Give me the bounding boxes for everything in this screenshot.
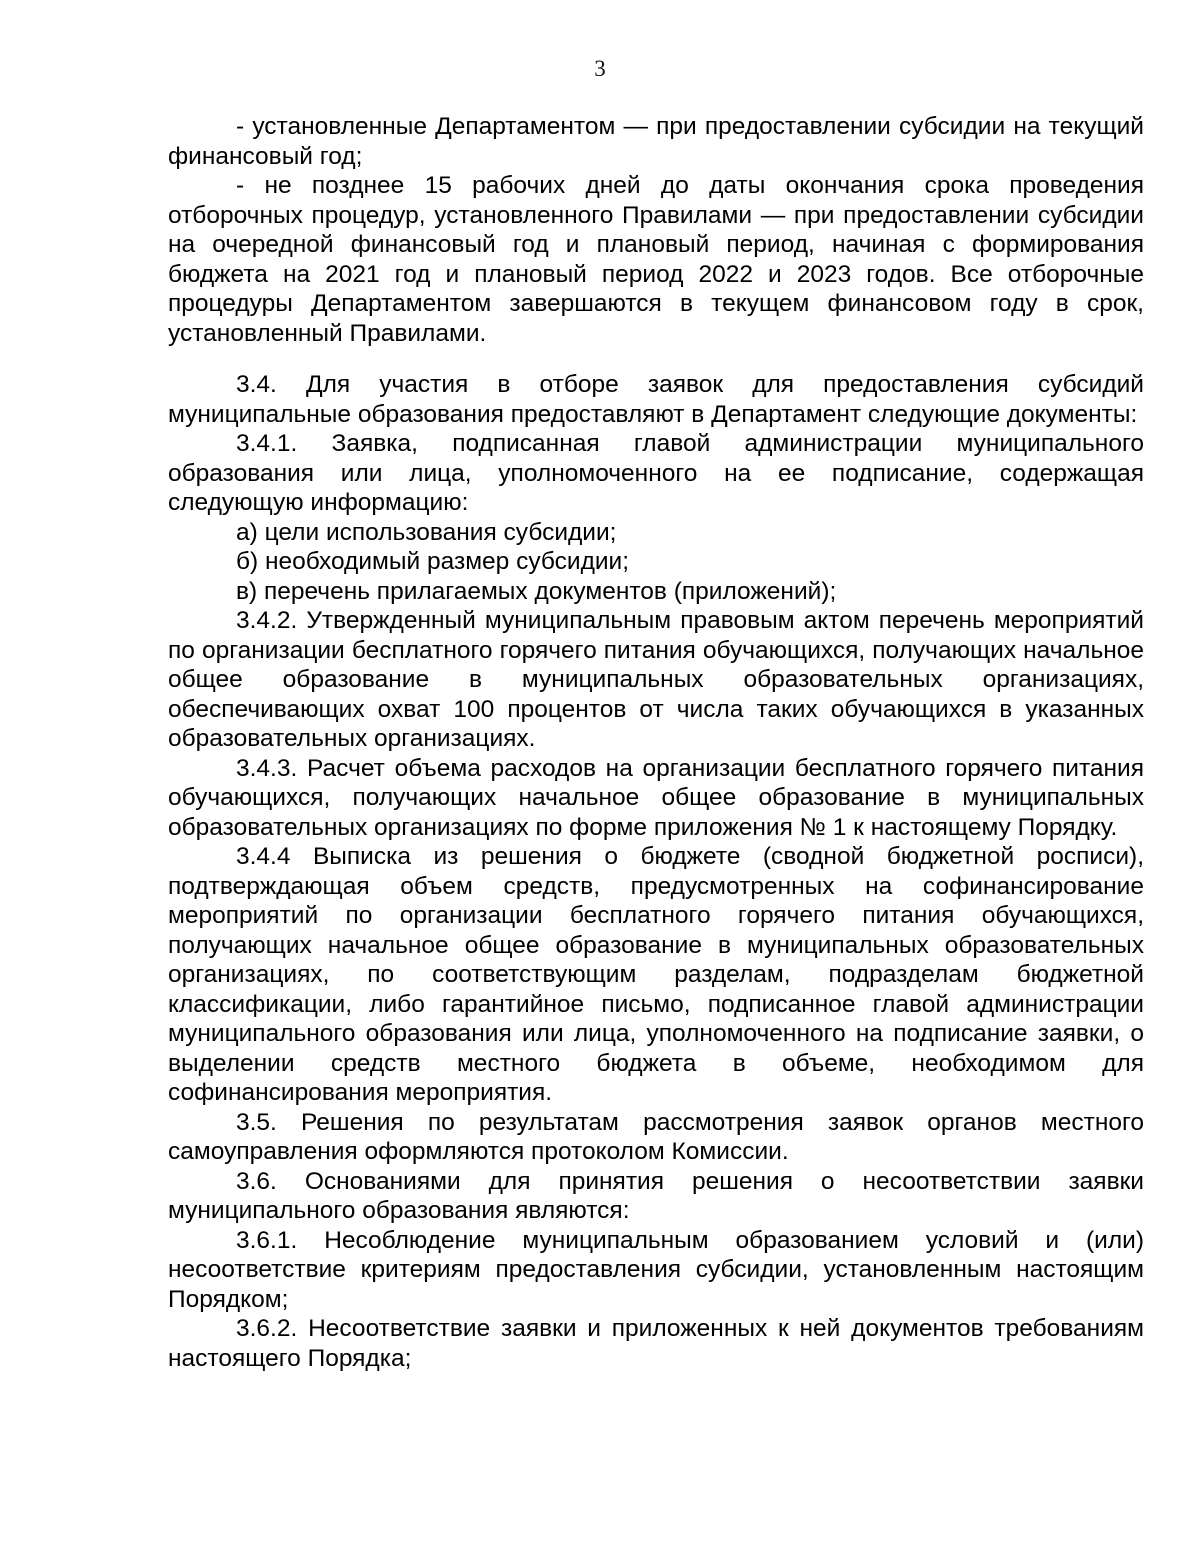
list-item-b: б) необходимый размер субсидии;: [236, 548, 630, 575]
page-number: 3: [594, 56, 606, 81]
paragraph-3-6: 3.6. Основаниями для принятия решения о несоответствии заявки муниципального образования являются:: [168, 1167, 1144, 1224]
paragraph-3-6-1: 3.6.1. Несоблюдение муниципальным образованием условий и (или) несоответствие критериям предоставления субсидии, установленным настоящим Порядком;: [168, 1226, 1144, 1313]
paragraph-dept-deadline: - установленные Департаментом — при предоставлении субсидии на текущий финансовый год;: [168, 113, 1144, 170]
paragraph-3-6-2: 3.6.2. Несоответствие заявки и приложенных к ней документов требованиям настоящего Порядка;: [168, 1315, 1144, 1372]
list-item-a: а) цели использования субсидии;: [236, 518, 617, 546]
paragraph-3-4-3: 3.4.3. Расчет объема расходов на организации бесплатного горячего питания обучающихся, получающих начальное общее образование в муниципальных образовательных организациях по форме приложения № 1 к настоящему Порядку.: [168, 754, 1144, 841]
document-body: [168, 112, 1144, 1373]
list-item-v: в) перечень прилагаемых документов (приложений);: [236, 577, 837, 605]
paragraph-selection-deadline: - не позднее 15 рабочих дней до даты окончания срока проведения отборочных процедур, установленного Правилами — при предоставлении субсидии на очередной финансовый год и плановый период, начиная с формирования бюджета на 2021 год и плановый период 2022 и 2023 годов. Все отборочные процедуры Департаментом завершаются в текущем финансовом году в срок, установленный Правилами.: [168, 172, 1144, 347]
paragraph-3-4-2: 3.4.2. Утвержденный муниципальным правовым актом перечень мероприятий по организации бесплатного горячего питания обучающихся, получающих начальное общее образование в муниципальных образовательных организациях, обеспечивающих охват 100 процентов от числа таких обучающихся в указанных образовательных организациях.: [168, 607, 1144, 752]
paragraph-3-4-1: 3.4.1. Заявка, подписанная главой администрации муниципального образования или лица, уполномоченного на ее подписание, содержащая следующую информацию:: [168, 430, 1144, 516]
paragraph-3-4: 3.4. Для участия в отборе заявок для предоставления субсидий муниципальные образования предоставляют в Департамент следующие документы:: [168, 371, 1144, 428]
paragraph-3-4-4: 3.4.4 Выписка из решения о бюджете (сводной бюджетной росписи), подтверждающая объем средств, предусмотренных на софинансирование мероприятий по организации бесплатного горячего питания обучающихся, получающих начальное общее образование в муниципальных образовательных организациях, по соответствующим разделам, подразделам бюджетной классификации, либо гарантийное письмо, подписанное главой администрации муниципального образования или лица, уполномоченного на подписание заявки, о выделении средств местного бюджета в объеме, необходимом для софинансирования мероприятия.: [168, 843, 1144, 1106]
paragraph-3-5: 3.5. Решения по результатам рассмотрения заявок органов местного самоуправления оформляются протоколом Комиссии.: [168, 1108, 1144, 1165]
